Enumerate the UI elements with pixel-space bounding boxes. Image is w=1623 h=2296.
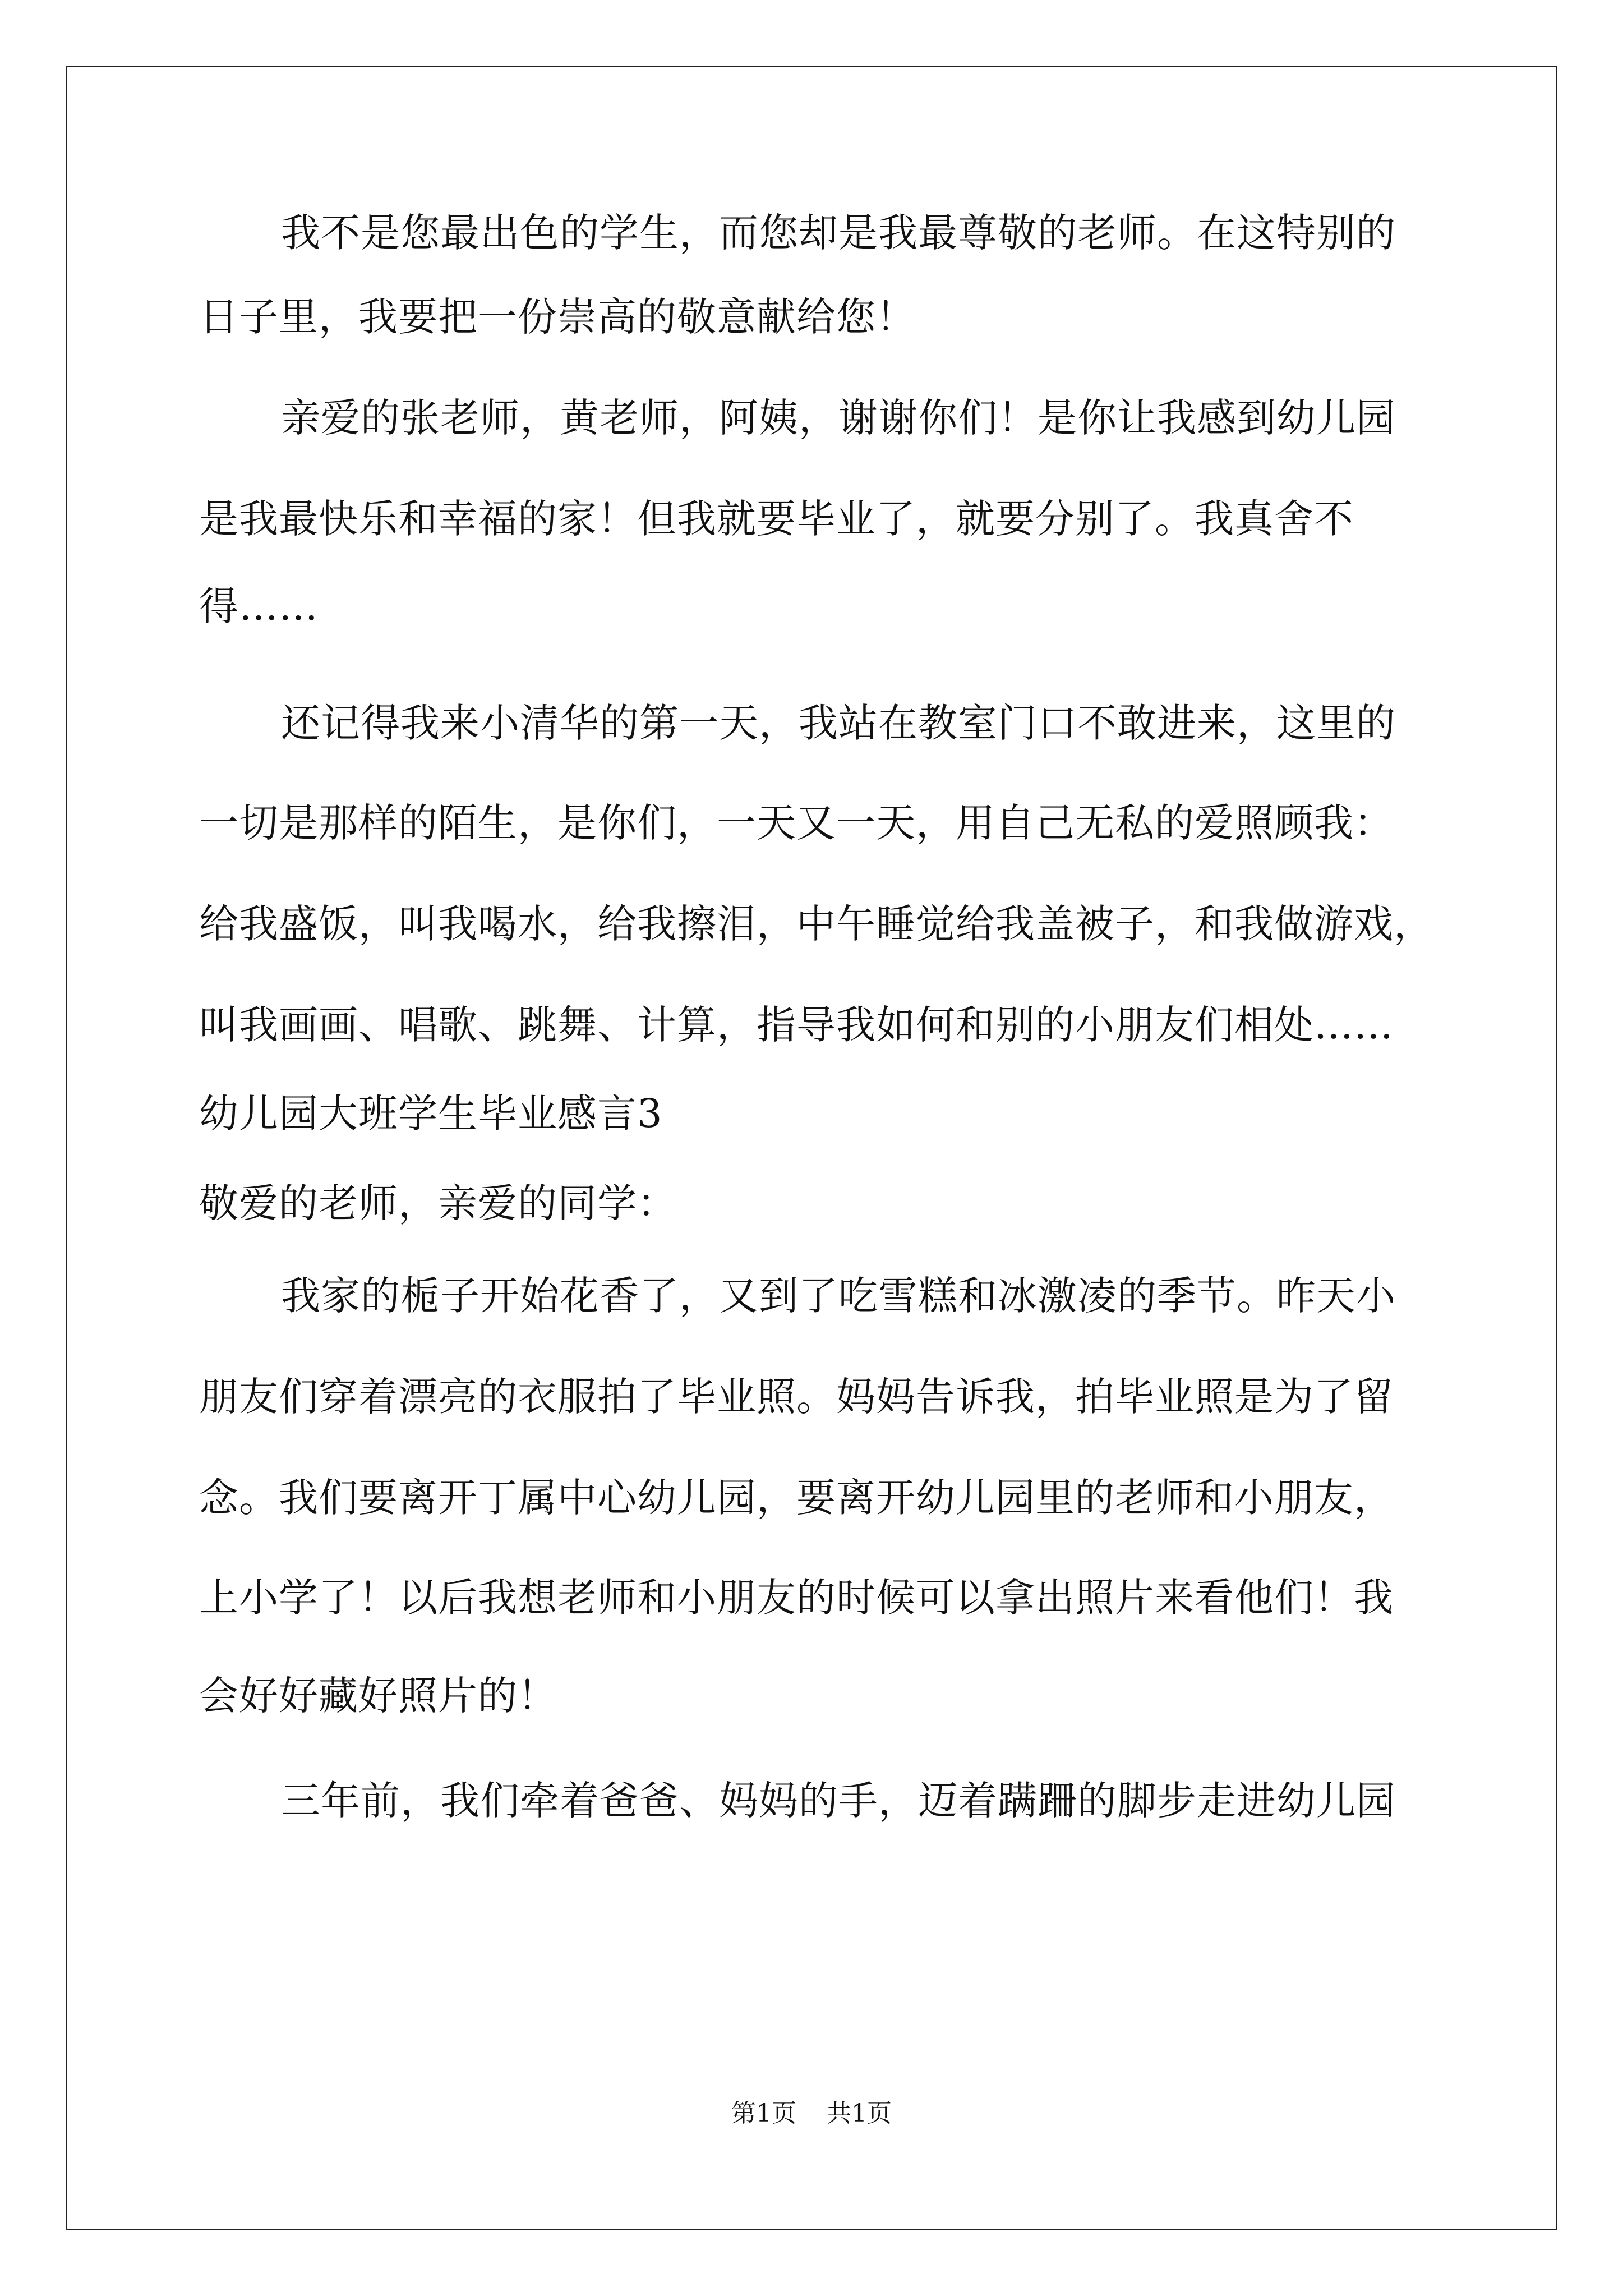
paragraph-4-line-2: 朋友们穿着漂亮的衣服拍了毕业照。妈妈告诉我，拍毕业照是为了留: [199, 1374, 1394, 1420]
paragraph-1-line-2: 日子里，我要把一份崇高的敬意献给您！: [199, 294, 916, 340]
paragraph-2-line-3: 得……: [199, 583, 319, 629]
page-border: [66, 66, 1557, 2230]
paragraph-3-line-1: 还记得我来小清华的第一天，我站在教室门口不敢进来，这里的: [281, 700, 1396, 746]
paragraph-2-line-1: 亲爱的张老师，黄老师，阿姨，谢谢你们！是你让我感到幼儿园: [281, 395, 1396, 441]
paragraph-2-line-2: 是我最快乐和幸福的家！但我就要毕业了，就要分别了。我真舍不: [199, 496, 1354, 542]
paragraph-4-line-1: 我家的栀子开始花香了，又到了吃雪糕和冰激凌的季节。昨天小: [281, 1273, 1396, 1319]
paragraph-4-line-4: 上小学了！以后我想老师和小朋友的时候可以拿出照片来看他们！我: [199, 1575, 1394, 1621]
salutation: 敬爱的老师，亲爱的同学：: [199, 1180, 677, 1226]
paragraph-5-line-1: 三年前，我们牵着爸爸、妈妈的手，迈着蹒跚的脚步走进幼儿园: [281, 1778, 1396, 1824]
paragraph-3-line-2: 一切是那样的陌生，是你们，一天又一天，用自己无私的爱照顾我：: [199, 800, 1394, 846]
page-number: 第1页: [731, 2099, 796, 2128]
paragraph-1-line-1: 我不是您最出色的学生，而您却是我最尊敬的老师。在这特别的: [281, 210, 1396, 256]
page-total: 共1页: [827, 2099, 892, 2128]
section-heading: 幼儿园大班学生毕业感言3: [199, 1091, 663, 1137]
paragraph-3-line-4: 叫我画画、唱歌、跳舞、计算，指导我如何和别的小朋友们相处……: [199, 1002, 1394, 1048]
paragraph-4-line-5: 会好好藏好照片的！: [199, 1673, 557, 1719]
paragraph-4-line-3: 念。我们要离开丁属中心幼儿园，要离开幼儿园里的老师和小朋友，: [199, 1475, 1394, 1521]
page-footer: [0, 2097, 1623, 2131]
paragraph-3-line-3: 给我盛饭，叫我喝水，给我擦泪，中午睡觉给我盖被子，和我做游戏，: [199, 901, 1433, 947]
